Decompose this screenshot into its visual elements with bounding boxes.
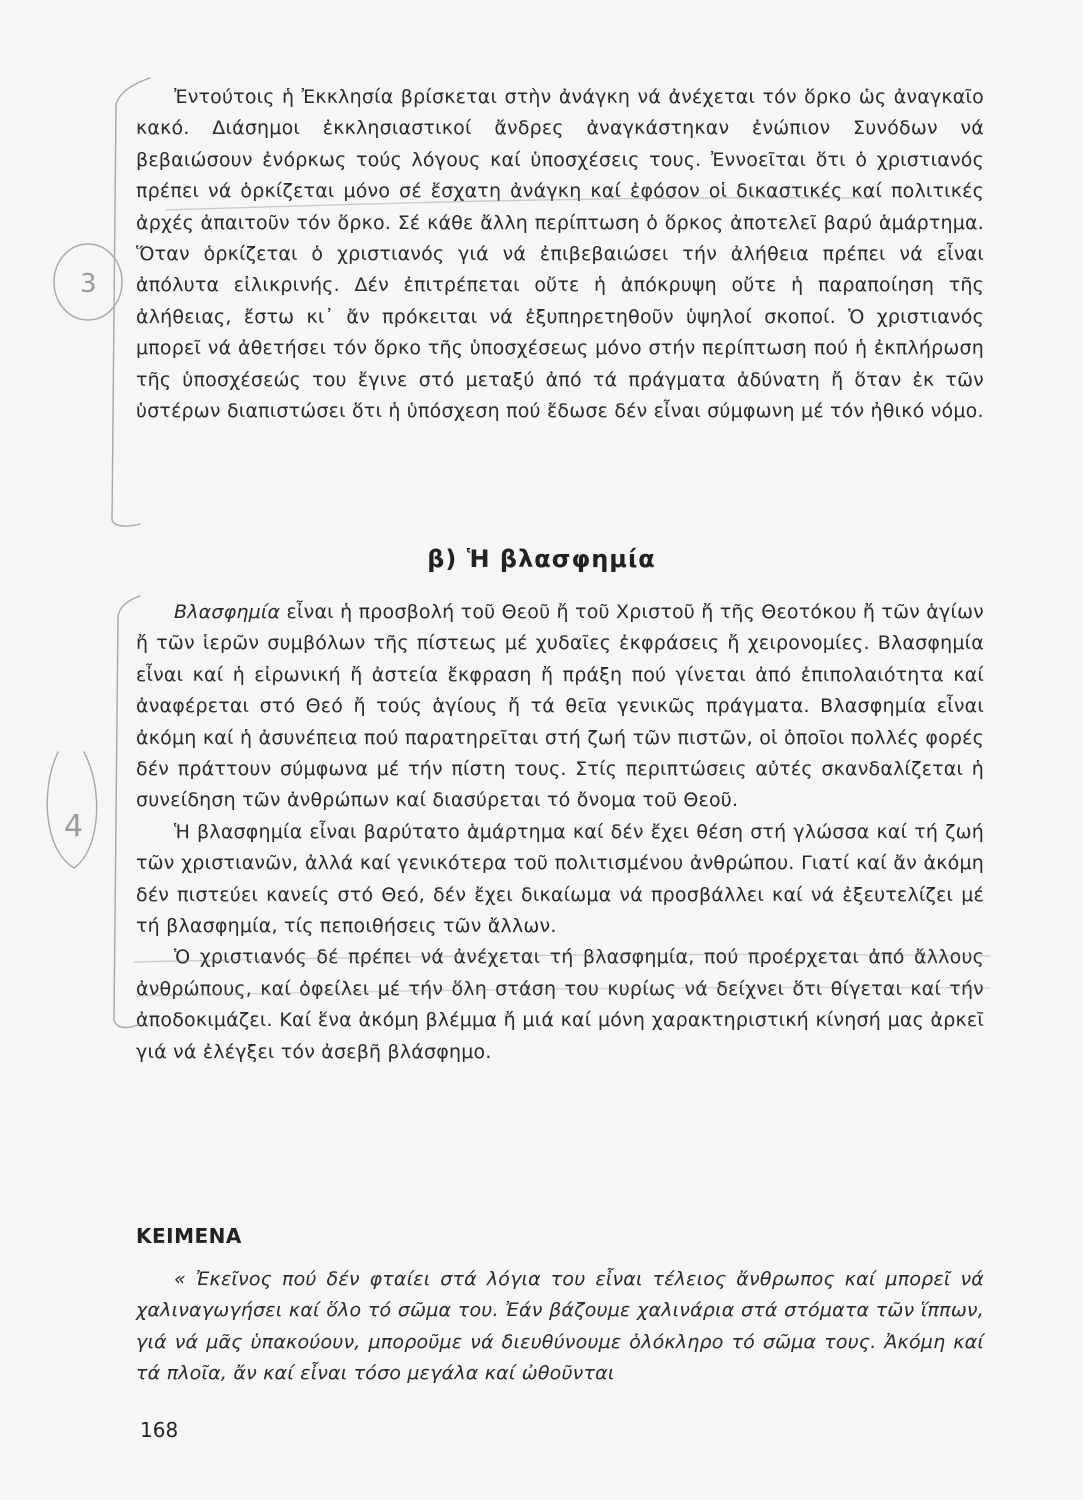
section-heading-blasphemy: β) Ἡ βλασφημία (427, 545, 656, 573)
keimena-text-block (136, 1264, 984, 1390)
oath-paragraph: Ἐντούτοις ἡ Ἐκκλησία βρίσκεται στὴν ἀνάγκη νά ἀνέχεται τόν ὅρκο ὡς ἀναγκαῖο κακό. Διάσημοι ἐκκλησιαστικοί ἄνδρες ἀναγκάστηκαν ἐνώπιον Συνόδων νά βεβαιώσουν ἐνόρκως τούς λόγους καί ὑποσχέσεις τους. Ἐννοεῖται ὅτι ὁ χριστιανός πρέπει νά ὁρκίζεται μόνο σέ ἔσχατη ἀνάγκη καί ἐφόσον οἱ δικαστικές καί πολιτικές ἀρχές ἀπαιτοῦν τόν ὅρκο. Σέ κάθε ἄλλη περίπτωση ὁ ὅρκος ἀποτελεῖ βαρύ ἁμάρτημα. Ὅταν ὁρκίζεται ὁ χριστιανός γιά νά ἐπιβεβαιώσει τήν ἀλήθεια πρέπει νά εἶναι ἀπόλυτα εἰλικρινής. Δέν ἐπιτρέπεται οὔτε ἡ ἀπόκρυψη οὔτε ἡ παραποίηση τῆς ἀλήθειας, ἔστω κι᾽ ἄν πρόκειται νά ἐξυπηρετηθοῦν ὑψηλοί σκοποί. Ὁ χριστιανός μπορεῖ νά ἀθετήσει τόν ὅρκο τῆς ὑποσχέσεως μόνο στήν περίπτωση πού ἡ ἐκπλήρωση τῆς ὑποσχέσεώς του ἔγινε στό μεταξύ ἀπό τά πράγματα ἀδύνατη ἤ ὅταν ἐκ τῶν ὑστέρων διαπιστώσει ὅτι ἡ ὑπόσχεση πού ἔδωσε δέν εἶναι σύμφωνη μέ τόν ἠθικό νόμο. (136, 86, 984, 423)
blasphemy-paragraph-2: Ἡ βλασφημία εἶναι βαρύτατο ἁμάρτημα καί δέν ἔχει θέση στή γλώσσα καί τή ζωή τῶν χριστιανῶν, ἀλλά καί γενικότερα τοῦ πολιτισμένου ἀνθρώπου. Γιατί καί ἄν ἀκόμη δέν πιστεύει κανείς στό Θεό, δέν ἔχει δικαίωμα νά προσβάλλει καί νά ἐξευτελίζει μέ τή βλασφημία, τίς πεποιθήσεις τῶν ἄλλων. (136, 820, 984, 938)
blasphemy-paragraph-1 (136, 597, 984, 817)
blasphemy-term: Βλασφημία (174, 601, 281, 623)
keimena-heading: ΚΕΙΜΕΝΑ (136, 1224, 242, 1248)
margin-note-1: 3 (80, 269, 97, 299)
margin-circle-2 (47, 752, 96, 868)
blasphemy-paragraph-1-text: εἶναι ἡ προσβολή τοῦ Θεοῦ ἤ τοῦ Χριστοῦ ἤ τῆς Θεοτόκου ἤ τῶν ἁγίων ἤ τῶν ἱερῶν συμβόλων τῆς πίστεως μέ χυδαῖες ἐκφράσεις ἤ χειρονομίες. Βλασφημία εἶναι καί ἡ εἰρωνική ἤ ἀστεία ἔκφραση ἤ πράξη πού γίνεται ἀπό ἐπιπολαιότητα καί ἀναφέρεται στό Θεό ἤ τούς ἁγίους ἤ τά θεῖα γενικῶς πράγματα. Βλασφημία εἶναι ἀκόμη καί ἡ ἀσυνέπεια πού παρατηρεῖται στή ζωή τῶν πιστῶν, οἱ ὁποῖοι πολλές φορές δέν πράττουν σύμφωνα μέ τήν πίστη τους. Στίς περιπτώσεις αὐτές σκανδαλίζεται ἡ συνείδηση τῶν ἀνθρώπων καί διασύρεται τό ὄνομα τοῦ Θεοῦ. (136, 601, 984, 812)
margin-note-2: 4 (64, 809, 84, 844)
keimena-quote: « Ἐκεῖνος πού δέν φταίει στά λόγια του εἶναι τέλειος ἄνθρωπος καί μπορεῖ νά χαλιναγωγήσει καί ὅλο τό σῶμα του. Ἐάν βάζουμε χαλινάρια στά στόματα τῶν ἵππων, γιά νά μᾶς ὑπακούουν, μποροῦμε νά διευθύνουμε ὁλόκληρο τό σῶμα τους. Ἀκόμη καί τά πλοῖα, ἄν καί εἶναι τόσο μεγάλα καί ὠθοῦνται (136, 1268, 984, 1385)
blasphemy-text-block (136, 597, 984, 1068)
page-number: 168 (140, 1418, 179, 1442)
blasphemy-paragraph-3: Ὁ χριστιανός δέ πρέπει νά ἀνέχεται τή βλασφημία, πού προέρχεται ἀπό ἄλλους ἀνθρώπους, καί ὀφείλει μέ τήν ὅλη στάση του κυρίως νά δείχνει ὅτι θίγεται καί τήν ἀποδοκιμάζει. Καί ἕνα ἀκόμη βλέμμα ἤ μιά καί μόνη χαρακτηριστική κίνησή μας ἀρκεῖ γιά νά ἐλέγξει τόν ἀσεβῆ βλάσφημο. (136, 946, 984, 1063)
oath-paragraph-block (136, 82, 984, 427)
margin-circle-1 (54, 244, 122, 320)
